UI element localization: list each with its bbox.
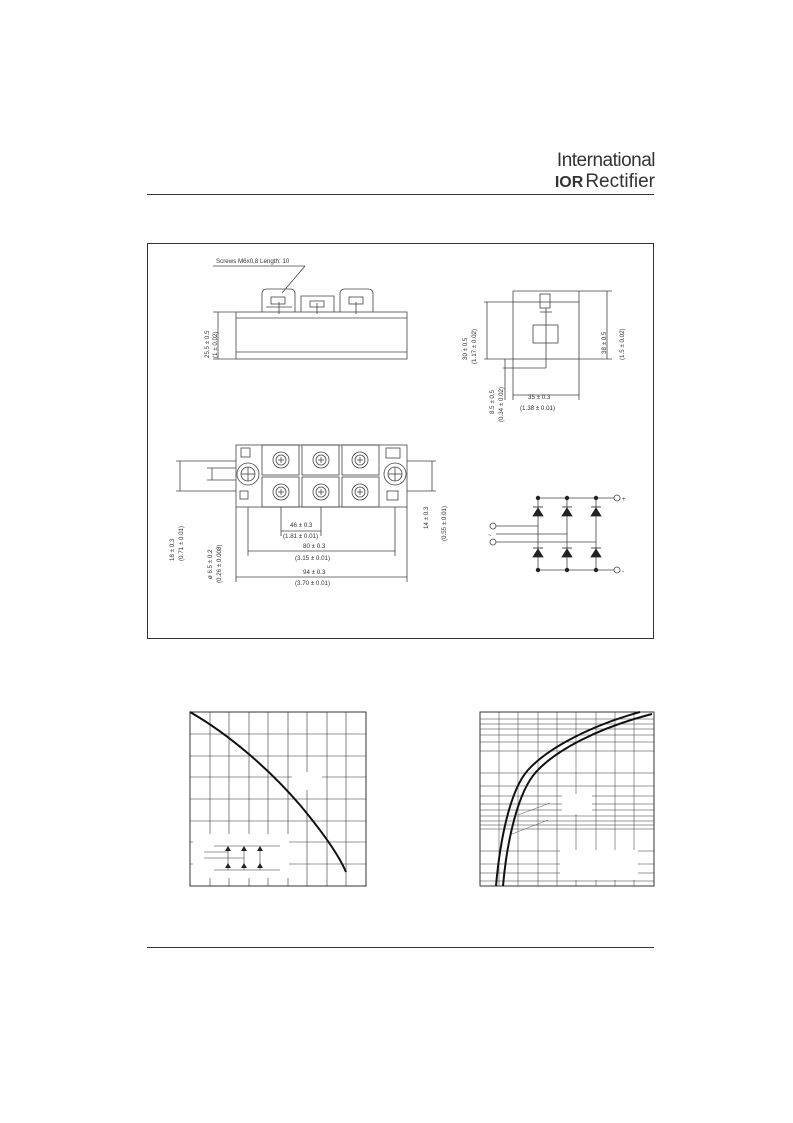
- dim-94-in: (3.70 ± 0.01): [295, 580, 331, 587]
- logo-line-1: International: [556, 150, 655, 171]
- dim-80-mm: 80 ± 0.3: [303, 543, 326, 550]
- left-plot-inset: [193, 834, 289, 878]
- logo-line-2: Rectifier: [585, 171, 655, 192]
- right-plot-label-box: [562, 794, 592, 814]
- dim-height-mm: 25.5 ± 0.5: [204, 330, 211, 358]
- dim-side-h2-in: (1.5 ± 0.02): [619, 328, 626, 360]
- dim-14-in: (0.55 ± 0.01): [441, 505, 448, 541]
- dim-hole-mm: ø 6.5 ± 0.2: [207, 549, 214, 579]
- dim-18-mm: 18 ± 0.3: [169, 538, 176, 561]
- dim-46-mm: 46 ± 0.3: [290, 522, 313, 529]
- forward-characteristic-plot: [480, 712, 654, 886]
- derating-plot: [190, 712, 366, 886]
- dim-side-h2-mm: 38 ± 0.5: [601, 331, 608, 354]
- right-plot-leader-2: [512, 820, 548, 834]
- schematic-plus: +: [622, 496, 626, 503]
- dim-side-w-mm: 35 ± 0.3: [528, 394, 551, 401]
- dim-side-base-in: (0.34 ± 0.02): [498, 386, 505, 422]
- dim-80-in: (3.15 ± 0.01): [295, 555, 331, 562]
- side-view: [484, 291, 612, 400]
- front-view: [213, 266, 407, 359]
- dim-height-in: (1 ± 0.02): [212, 331, 219, 358]
- dim-side-h1-mm: 30 ± 0.5: [462, 337, 469, 360]
- dim-14-mm: 14 ± 0.3: [423, 506, 430, 529]
- dim-46-in: (1.81 ± 0.01): [283, 533, 319, 540]
- ior-mark: IOR: [554, 174, 584, 191]
- right-plot-legend-box: [560, 850, 638, 880]
- left-plot-label-box: [292, 772, 322, 790]
- dim-side-base-mm: 8.5 ± 0.5: [489, 389, 496, 414]
- screws-note: Screws M6x0,8 Length: 10: [216, 258, 290, 265]
- dim-94-mm: 94 ± 0.3: [303, 569, 326, 576]
- dim-side-w-in: (1.38 ± 0.01): [520, 405, 556, 412]
- dim-hole-in: (0.26 ± 0.008): [216, 544, 223, 583]
- schematic-minus: -: [622, 568, 625, 575]
- dim-side-h1-in: (1.17 ± 0.02): [471, 328, 478, 364]
- right-plot-leader-1: [518, 803, 550, 815]
- dim-18-in: (0.71 ± 0.01): [178, 525, 185, 561]
- schematic-ac-label: ~: [488, 532, 492, 539]
